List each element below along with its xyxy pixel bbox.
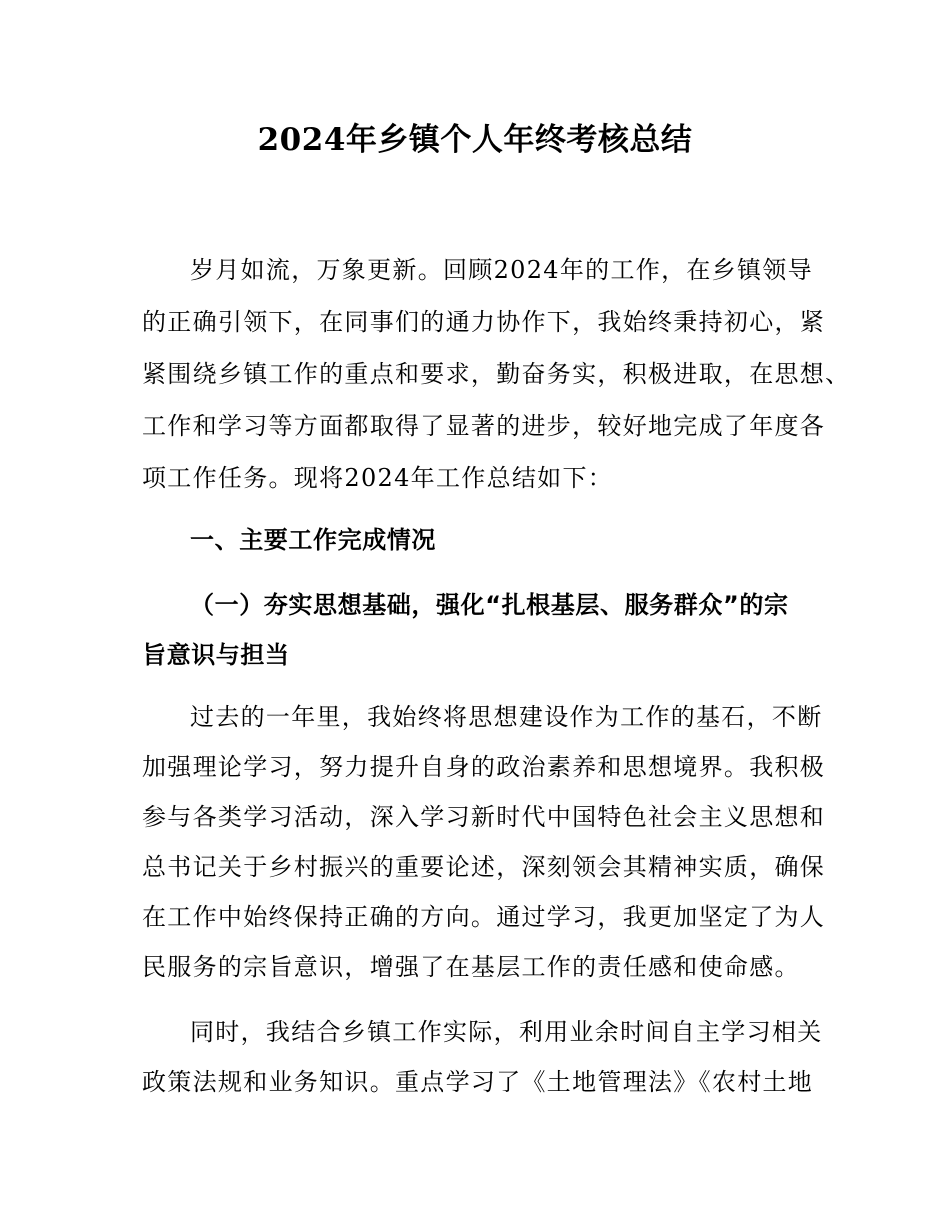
document-title: 2024年乡镇个人年终考核总结 [257,122,693,158]
paragraph1-line-1: 过去的一年里，我始终将思想建设作为工作的基石，不断 [190,703,823,731]
paragraph1-line-2: 加强理论学习，努力提升自身的政治素养和思想境界。我积极 [142,753,826,781]
paragraph1-line-3: 参与各类学习活动，深入学习新时代中国特色社会主义思想和 [142,803,826,831]
intro-line-4: 工作和学习等方面都取得了显著的进步，较好地完成了年度各 [142,412,826,440]
paragraph2-line-1: 同时，我结合乡镇工作实际，利用业余时间自主学习相关 [190,1018,823,1046]
intro-line-1: 岁月如流，万象更新。回顾2024年的工作，在乡镇领导 [190,256,813,284]
subsection-heading-line-2: 旨意识与担当 [142,641,290,669]
section-heading: 一、主要工作完成情况 [190,526,436,554]
subsection-heading-line-1: （一）夯实思想基础，强化“扎根基层、服务群众”的宗 [190,591,789,619]
intro-line-3: 紧围绕乡镇工作的重点和要求，勤奋务实，积极进取，在思想、 [142,360,851,388]
paragraph2-line-2: 政策法规和业务知识。重点学习了《土地管理法》《农村土地 [142,1068,814,1096]
paragraph1-line-5: 在工作中始终保持正确的方向。通过学习，我更加坚定了为人 [142,903,826,931]
intro-line-2: 的正确引领下，在同事们的通力协作下，我始终秉持初心，紧 [142,308,826,336]
paragraph1-line-4: 总书记关于乡村振兴的重要论述，深刻领会其精神实质，确保 [142,853,826,881]
intro-line-5: 项工作任务。现将2024年工作总结如下： [142,464,614,492]
paragraph1-line-6: 民服务的宗旨意识，增强了在基层工作的责任感和使命感。 [142,953,800,981]
